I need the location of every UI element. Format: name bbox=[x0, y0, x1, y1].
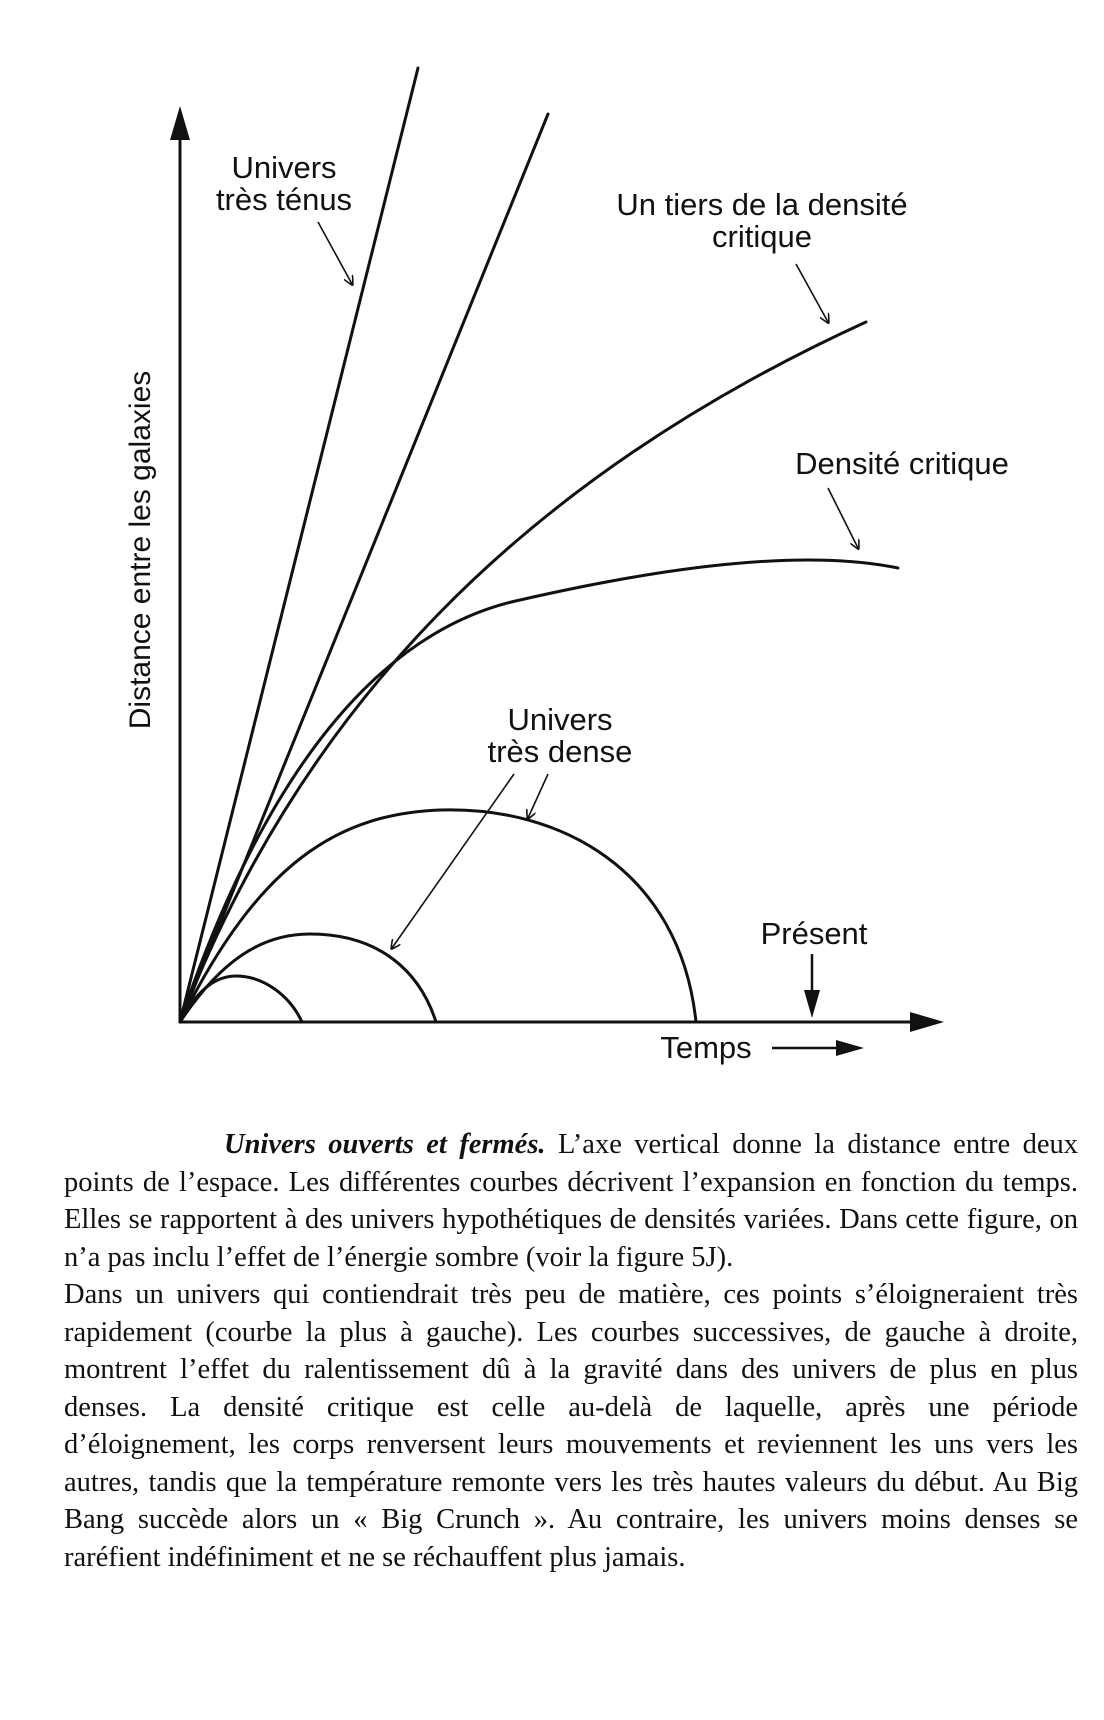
pointer-tres-tenus bbox=[318, 222, 352, 284]
label-tres-dense-line2: très dense bbox=[487, 734, 633, 769]
figure-caption bbox=[64, 1126, 1078, 1576]
caption-paragraph-1 bbox=[64, 1126, 1078, 1276]
caption-paragraph-2: Dans un univers qui contiendrait très peu de matière, ces points s’éloigneraient très rapidement (courbe la plus à gauche). Les courbes successives, de gauche à droite, montrent l’effet du ralentissement dû à la gravité dans des univers de plus en plus denses. La densité critique est celle au-delà de laquelle, après une période d’éloignement, les corps renversent leurs mouvements et reviennent les uns vers les autres, tandis que la température remonte vers les très hautes valeurs du début. Au Big Bang succède alors un « Big Crunch ». Au contraire, les univers moins denses se raréfient indéfiniment et ne se réchauffent plus jamais. bbox=[64, 1279, 1078, 1573]
pointer-un-tiers bbox=[796, 264, 828, 322]
caption-paragraph-1-text: L’axe vertical donne la distance entre deux points de l’espace. Les différentes courbes décrivent l’expansion en fonction du temps. Elles se rapportent à des univers hypothétiques de densités variées. Dans cette figure, on n’a pas inclu l’effet de l’énergie sombre (voir la figure 5J). bbox=[64, 1129, 1078, 1273]
curve-fermee-moyenne bbox=[180, 934, 436, 1022]
curve-fermee-grande bbox=[180, 810, 696, 1022]
label-densite-critique: Densité critique bbox=[795, 446, 1009, 481]
pointer-tres-dense-bottom bbox=[392, 774, 514, 948]
curve-densite-critique bbox=[180, 560, 898, 1022]
pointer-tres-dense-top bbox=[528, 774, 548, 818]
x-axis-label: Temps bbox=[660, 1030, 752, 1065]
x-axis-arrowhead bbox=[910, 1012, 944, 1032]
label-un-tiers-line1: Un tiers de la densité bbox=[616, 187, 908, 222]
label-tres-tenus-line2: très ténus bbox=[215, 182, 353, 217]
label-tres-tenus-line1: Univers bbox=[231, 150, 337, 185]
caption-title: Univers ouverts et fermés. bbox=[224, 1129, 546, 1160]
y-axis-label: Distance entre les galaxies bbox=[124, 370, 157, 730]
present-marker-arrowhead bbox=[804, 990, 820, 1018]
pointer-densite-critique bbox=[828, 488, 858, 548]
y-axis-arrowhead bbox=[170, 106, 190, 140]
time-arrow-head bbox=[836, 1040, 864, 1056]
label-present: Présent bbox=[760, 916, 868, 951]
label-tres-dense-line1: Univers bbox=[507, 702, 613, 737]
label-un-tiers-line2: critique bbox=[712, 219, 812, 254]
